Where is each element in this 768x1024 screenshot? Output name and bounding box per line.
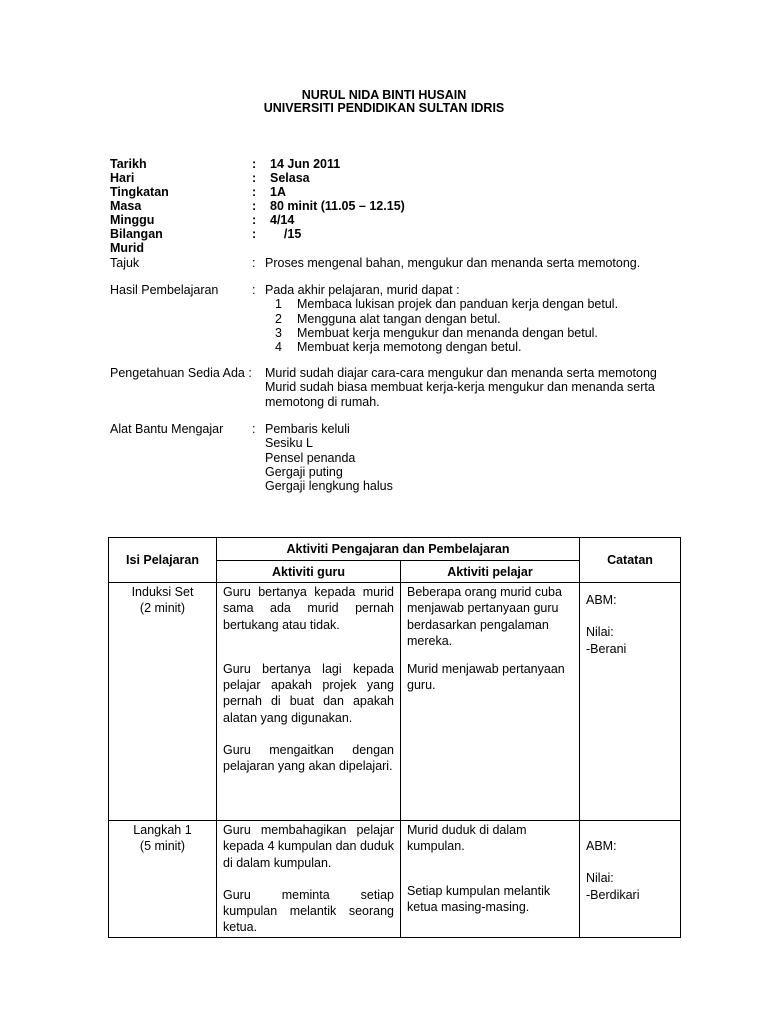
pengetahuan-line: Murid sudah diajar cara-cara mengukur dan menanda serta memotong [265, 366, 657, 380]
info-value: Selasa [270, 171, 310, 185]
header-isi-pelajaran: Isi Pelajaran [109, 538, 217, 583]
objective-item: 3 Membuat kerja mengukur dan menanda dengan betul. [275, 325, 598, 340]
catatan-cell [580, 583, 681, 821]
info-colon: : [252, 213, 257, 227]
pengetahuan-line: memotong di rumah. [265, 394, 380, 409]
alat-item: Gergaji puting [265, 464, 343, 479]
header-aktiviti: Aktiviti Pengajaran dan Pembelajaran [217, 538, 580, 561]
guru-activity: Guru bertanya kepada murid sama ada murid pernah bertukang atau tidak. [223, 585, 394, 632]
hasil-body [265, 283, 618, 354]
table-row [109, 583, 681, 821]
info-label: Minggu [110, 213, 155, 227]
pengetahuan-label: Pengetahuan Sedia Ada : [110, 366, 252, 380]
step-time: (2 minit) [139, 601, 186, 616]
nilai-label: Nilai: [586, 625, 614, 640]
hasil-label: Hasil Pembelajaran [110, 283, 219, 297]
info-colon: : [252, 199, 257, 213]
objective-item: 2 Mengguna alat tangan dengan betul. [275, 311, 501, 326]
info-value: /15 [270, 227, 302, 241]
pelajar-activity: Murid menjawab pertanyaan guru. [407, 662, 565, 693]
info-value: 14 Jun 2011 [270, 157, 341, 171]
info-label: Tingkatan [110, 185, 169, 199]
info-colon: : [252, 157, 257, 171]
guru-cell [217, 583, 401, 821]
guru-activity: Guru meminta setiap kumpulan melantik seorang ketua. [223, 887, 394, 935]
info-colon: : [252, 185, 257, 199]
header-aktiviti-pelajar: Aktiviti pelajar [401, 561, 580, 583]
guru-activity: Guru bertanya lagi kepada pelajar apakah projek yang pernah di buat dan apakah alatan yang digunakan. [223, 661, 394, 725]
teacher-name: NURUL NIDA BINTI HUSAIN [301, 88, 467, 102]
university-name: UNIVERSITI PENDIDIKAN SULTAN IDRIS [263, 101, 505, 115]
hasil-intro: Pada akhir pelajaran, murid dapat : [265, 283, 460, 297]
header-catatan: Catatan [580, 538, 681, 583]
tajuk-value: Proses mengenal bahan, mengukur dan menanda serta memotong. [265, 256, 641, 270]
pelajar-activity: Murid duduk di dalam kumpulan. [407, 823, 527, 854]
table-row [109, 821, 681, 938]
pelajar-cell [401, 821, 580, 938]
step-name: Langkah 1 [133, 823, 192, 837]
info-value: 4/14 [270, 213, 295, 227]
alat-item: Pensel penanda [265, 450, 356, 465]
info-label: Bilangan Murid [110, 227, 163, 255]
info-label: Hari [110, 171, 135, 185]
tajuk-colon: : [252, 256, 256, 270]
isi-cell [109, 821, 217, 938]
isi-cell [109, 583, 217, 821]
nilai-value: -Berdikari [586, 887, 640, 902]
alat-label: Alat Bantu Mengajar [110, 422, 224, 436]
hasil-colon: : [252, 283, 256, 297]
objective-item: 1 Membaca lukisan projek dan panduan kerja dengan betul. [275, 297, 619, 312]
nilai-label: Nilai: [586, 871, 614, 886]
info-label: Tarikh [110, 157, 147, 171]
catatan-cell [580, 821, 681, 938]
step-name: Induksi Set [131, 585, 194, 599]
alat-colon: : [252, 422, 256, 436]
alat-item: Sesiku L [265, 436, 313, 451]
guru-cell [217, 821, 401, 938]
pengetahuan-line: Murid sudah biasa membuat kerja-kerja mengukur dan menanda serta [265, 380, 655, 395]
abm-label: ABM: [586, 593, 617, 607]
abm-label: ABM: [586, 839, 617, 853]
nilai-value: -Berani [586, 641, 627, 656]
alat-body [265, 422, 393, 493]
info-colon: : [252, 227, 257, 241]
guru-activity: Guru mengaitkan dengan pelajaran yang akan dipelajari. [223, 743, 394, 774]
lesson-plan-table [108, 537, 681, 938]
header-aktiviti-guru: Aktiviti guru [217, 561, 401, 583]
info-colon: : [252, 171, 257, 185]
guru-activity: Guru membahagikan pelajar kepada 4 kumpulan dan duduk di dalam kumpulan. [223, 823, 394, 870]
pelajar-cell [401, 583, 580, 821]
info-value: 80 minit (11.05 – 12.15) [270, 199, 405, 213]
tajuk-label: Tajuk [110, 256, 140, 270]
alat-item: Pembaris keluli [265, 422, 350, 436]
info-value: 1A [270, 185, 286, 199]
pelajar-activity: Setiap kumpulan melantik ketua masing-masing. [407, 883, 551, 914]
step-time: (5 minit) [139, 839, 186, 854]
objective-item: 4 Membuat kerja memotong dengan betul. [275, 340, 522, 355]
alat-item: Gergaji lengkung halus [265, 479, 393, 494]
pengetahuan-body [265, 366, 657, 409]
info-label: Masa [110, 199, 142, 213]
pelajar-activity: Beberapa orang murid cuba menjawab pertanyaan guru berdasarkan pengalaman mereka. [407, 585, 562, 648]
